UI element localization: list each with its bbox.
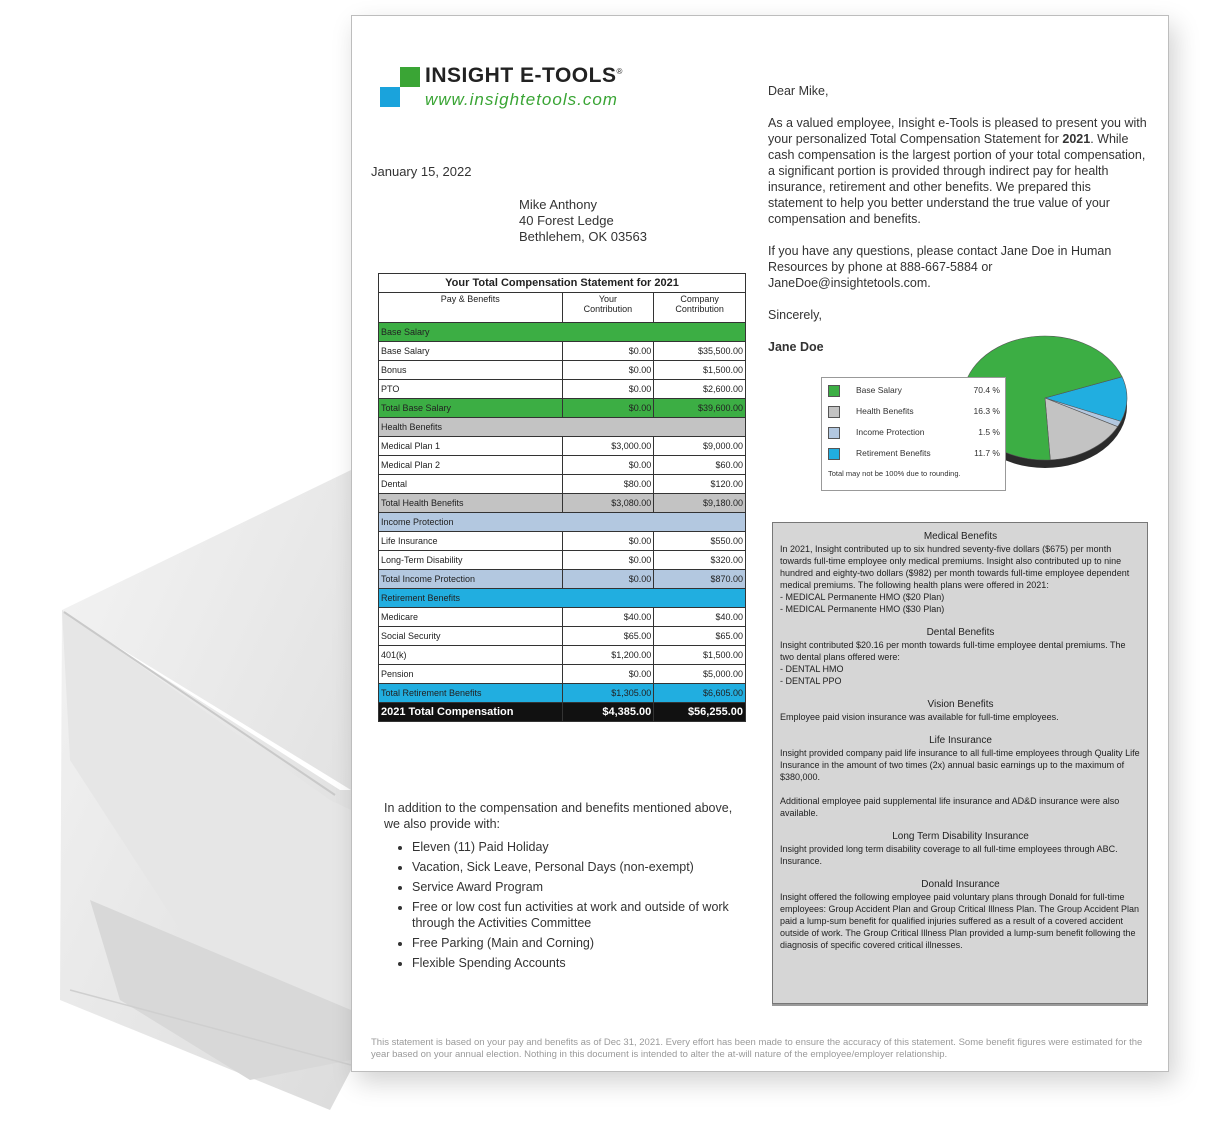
col-header-company-contribution: Company Contribution <box>654 293 746 323</box>
company-value: $1,500.00 <box>654 361 746 380</box>
list-item: • Eleven (11) Paid Holiday <box>412 839 734 855</box>
legend-value: 70.4 % <box>973 385 1000 395</box>
donald-insurance-text: Insight offered the following employee paid voluntary plans through Donald for full-time employees: Group Accident Plan and Group Critical Illness Plan. The Group Accident Plan paid a lump-sum benefit for qualified injuries suffered as a result of a covered accident outside of work. The Group Critical Illness Plan provided a lump-sum benefit following the diagnosis of specific covered critical illnesses. <box>780 892 1140 950</box>
additional-benefits-list <box>384 839 734 971</box>
row-label: 401(k) <box>379 646 563 665</box>
recipient-address <box>519 197 647 245</box>
table-row <box>379 361 746 380</box>
row-label: Long-Term Disability <box>379 551 563 570</box>
table-row <box>379 437 746 456</box>
row-label: Pension <box>379 665 563 684</box>
benefits-description-box <box>772 522 1148 1004</box>
row-label: Medical Plan 1 <box>379 437 563 456</box>
table-row <box>379 665 746 684</box>
table-row <box>379 380 746 399</box>
letter-signature: Jane Doe <box>768 340 824 354</box>
total-row <box>379 494 746 513</box>
vision-benefits-text: Employee paid vision insurance was available for full-time employees. <box>780 712 1059 722</box>
row-label: Bonus <box>379 361 563 380</box>
company-value: $65.00 <box>654 627 746 646</box>
company-value: $35,500.00 <box>654 342 746 361</box>
legend-swatch <box>828 406 840 418</box>
table-row <box>379 608 746 627</box>
logo-url: www.insightetools.com <box>425 90 618 109</box>
legend-item <box>828 426 1000 440</box>
company-value: $6,605.00 <box>654 684 746 703</box>
section-label: Base Salary <box>379 323 746 342</box>
section-row <box>379 418 746 437</box>
dental-benefits-text: Insight contributed $20.16 per month towards full-time employee dental premiums. The two dental plans offered were: - DENTAL HMO - DENTAL PPO <box>780 640 1126 686</box>
letter-closing: Sincerely, <box>768 308 822 322</box>
grand-total-row <box>379 703 746 722</box>
logo-title-text: INSIGHT E-TOOLS <box>425 64 617 87</box>
table-header-row <box>379 293 746 323</box>
company-value: $320.00 <box>654 551 746 570</box>
your-value: $1,305.00 <box>562 684 654 703</box>
section-row <box>379 323 746 342</box>
letter-p1-a: As a valued employee, Insight e-Tools is pleased to present you with your personalized Total Compensation Statement for <box>768 116 1147 146</box>
company-value: $870.00 <box>654 570 746 589</box>
letter-greeting: Dear Mike, <box>768 84 829 98</box>
additional-benefits <box>384 800 734 975</box>
section-label: Health Benefits <box>379 418 746 437</box>
your-value: $1,200.00 <box>562 646 654 665</box>
company-value: $5,000.00 <box>654 665 746 684</box>
statement-date: January 15, 2022 <box>371 164 472 179</box>
your-value: $65.00 <box>562 627 654 646</box>
row-label: Medicare <box>379 608 563 627</box>
section-label: Retirement Benefits <box>379 589 746 608</box>
legend-value: 16.3 % <box>973 406 1000 416</box>
legend-value: 11.7 % <box>974 448 1000 458</box>
table-row <box>379 551 746 570</box>
list-item: • Service Award Program <box>412 879 734 895</box>
company-value: $56,255.00 <box>654 703 746 722</box>
your-value: $0.00 <box>562 551 654 570</box>
col-header-pay-benefits: Pay & Benefits <box>379 293 563 323</box>
disability-insurance-text: Insight provided long term disability coverage to all full-time employees through ABC. Insurance. <box>780 844 1118 866</box>
donald-insurance-heading: Donald Insurance <box>921 879 1000 890</box>
your-value: $80.00 <box>562 475 654 494</box>
row-label: Total Retirement Benefits <box>379 684 563 703</box>
additional-benefits-intro: In addition to the compensation and benefits mentioned above, we also provide with: <box>384 801 733 831</box>
company-value: $550.00 <box>654 532 746 551</box>
pie-legend <box>821 377 1006 491</box>
list-item: • Vacation, Sick Leave, Personal Days (non-exempt) <box>412 859 734 875</box>
section-row <box>379 513 746 532</box>
list-item: • Flexible Spending Accounts <box>412 955 734 971</box>
legend-value: 1.5 % <box>978 427 1000 437</box>
legend-item <box>828 405 1000 419</box>
medical-benefits-text: In 2021, Insight contributed up to six hundred seventy-five dollars ($675) per month towards full-time employee only medical premiums. Insight also contributed up to nine hundred and eighty-two dollars ($982) per month towards full-time employee dependent medical premiums. The following health plans were offered in 2021: - MEDICAL Permanente HMO ($20 Plan) - MEDICAL Permanente HMO ($30 Plan) <box>780 544 1130 614</box>
legend-note: Total may not be 100% due to rounding. <box>828 469 961 478</box>
cover-letter <box>768 83 1148 371</box>
dental-benefits-heading: Dental Benefits <box>926 627 995 638</box>
list-item: • Free or low cost fun activities at work and outside of work through the Activities Committee <box>412 899 734 931</box>
total-row <box>379 399 746 418</box>
company-value: $2,600.00 <box>654 380 746 399</box>
table-row <box>379 532 746 551</box>
letter-p1-b: . While cash compensation is the largest portion of your total compensation, a significant portion is provided through indirect pay for health insurance, retirement and other benefits. We prepared this statement to help you better understand the true value of your compensation and benefits. <box>768 132 1146 226</box>
table-row <box>379 646 746 665</box>
legend-label: Income Protection <box>856 427 925 437</box>
legend-item <box>828 384 1000 398</box>
row-label: Medical Plan 2 <box>379 456 563 475</box>
recipient-street: 40 Forest Ledge <box>519 213 614 228</box>
row-label: PTO <box>379 380 563 399</box>
company-value: $9,000.00 <box>654 437 746 456</box>
your-value: $0.00 <box>562 456 654 475</box>
table-row <box>379 627 746 646</box>
row-label: Total Income Protection <box>379 570 563 589</box>
row-label: Base Salary <box>379 342 563 361</box>
col-header-your-contribution: Your Contribution <box>562 293 654 323</box>
your-value: $40.00 <box>562 608 654 627</box>
your-value: $3,000.00 <box>562 437 654 456</box>
life-insurance-text: Insight provided company paid life insurance to all full-time employees through Quality Life Insurance in the amount of two times (2x) annual basic earnings up to the maximum of $380,000. <box>780 748 1140 782</box>
recipient-city: Bethlehem, OK 03563 <box>519 229 647 244</box>
registered-mark: ® <box>616 67 623 76</box>
disability-insurance-heading: Long Term Disability Insurance <box>892 831 1029 842</box>
letter-paragraph-1 <box>768 115 1148 227</box>
total-row <box>379 684 746 703</box>
legend-swatch <box>828 448 840 460</box>
row-label: Social Security <box>379 627 563 646</box>
row-label: Dental <box>379 475 563 494</box>
life-insurance-heading: Life Insurance <box>929 735 992 746</box>
company-value: $120.00 <box>654 475 746 494</box>
your-value: $0.00 <box>562 532 654 551</box>
row-label: Total Base Salary <box>379 399 563 418</box>
row-label: 2021 Total Compensation <box>379 703 563 722</box>
legend-swatch <box>828 427 840 439</box>
table-title: Your Total Compensation Statement for 2021 <box>379 274 746 293</box>
list-item: • Free Parking (Main and Corning) <box>412 935 734 951</box>
recipient-name: Mike Anthony <box>519 197 598 212</box>
your-value: $0.00 <box>562 342 654 361</box>
letter-paragraph-2: If you have any questions, please contact Jane Doe in Human Resources by phone at 888-667-5884 or JaneDoe@insightetools.com. <box>768 244 1112 290</box>
logo-title <box>425 64 623 88</box>
statement-disclaimer: This statement is based on your pay and benefits as of Dec 31, 2021. Every effort has been made to ensure the accuracy of this statement. Some benefit figures were estimated for the year based on your annual election. Nothing in this document is intended to alter the at-will nature of the employee/employer relationship. <box>371 1037 1143 1060</box>
your-value: $4,385.00 <box>562 703 654 722</box>
your-value: $0.00 <box>562 570 654 589</box>
legend-label: Health Benefits <box>856 406 914 416</box>
your-value: $0.00 <box>562 665 654 684</box>
row-label: Life Insurance <box>379 532 563 551</box>
logo-blue-square <box>380 87 400 107</box>
table-row <box>379 475 746 494</box>
legend-item <box>828 447 1000 461</box>
legend-label: Base Salary <box>856 385 902 395</box>
vision-benefits-heading: Vision Benefits <box>927 699 994 710</box>
table-row <box>379 342 746 361</box>
table-row <box>379 456 746 475</box>
legend-label: Retirement Benefits <box>856 448 931 458</box>
logo-green-square <box>400 67 420 87</box>
company-value: $9,180.00 <box>654 494 746 513</box>
letter-p1-year: 2021 <box>1062 132 1091 146</box>
your-value: $3,080.00 <box>562 494 654 513</box>
your-value: $0.00 <box>562 380 654 399</box>
life-insurance-supplemental-text: Additional employee paid supplemental life insurance and AD&D insurance were also available. <box>780 796 1120 818</box>
compensation-table <box>378 273 746 722</box>
medical-benefits-heading: Medical Benefits <box>923 531 998 542</box>
legend-swatch <box>828 385 840 397</box>
your-value: $0.00 <box>562 399 654 418</box>
section-row <box>379 589 746 608</box>
total-row <box>379 570 746 589</box>
row-label: Total Health Benefits <box>379 494 563 513</box>
company-value: $39,600.00 <box>654 399 746 418</box>
company-value: $60.00 <box>654 456 746 475</box>
section-label: Income Protection <box>379 513 746 532</box>
company-value: $40.00 <box>654 608 746 627</box>
your-value: $0.00 <box>562 361 654 380</box>
company-value: $1,500.00 <box>654 646 746 665</box>
